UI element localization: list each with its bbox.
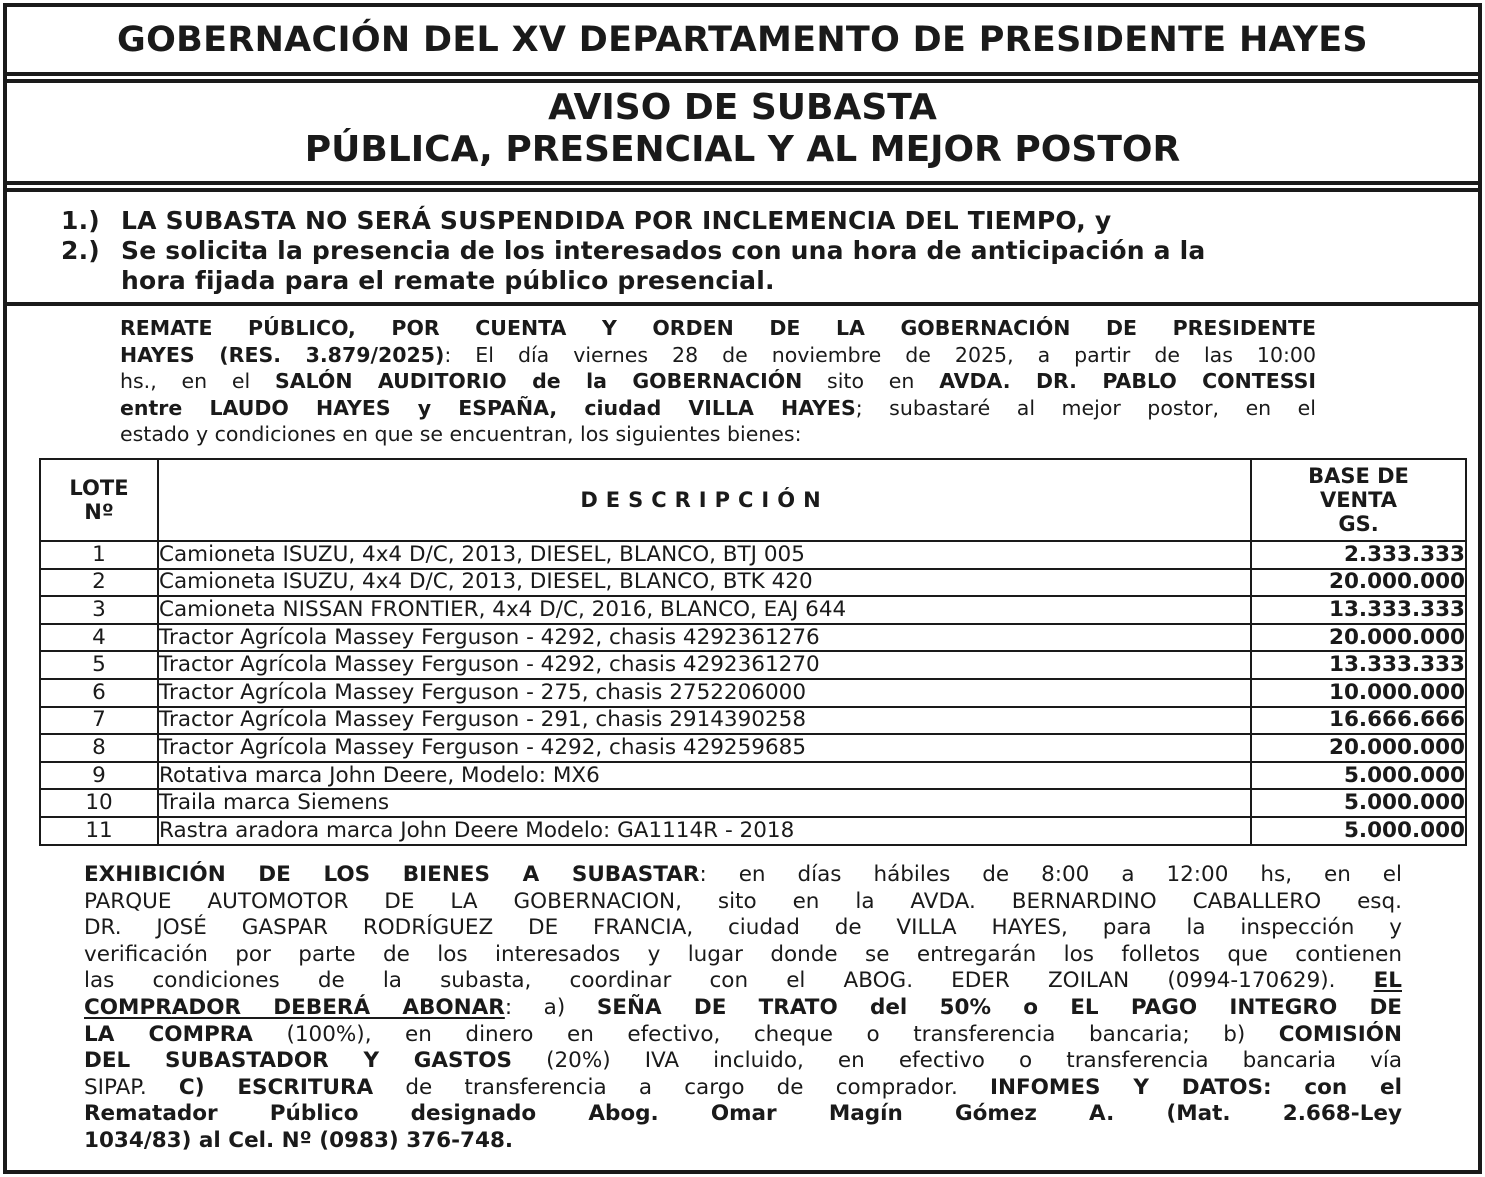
lot-description: Camioneta ISUZU, 4x4 D/C, 2013, DIESEL, BLANCO, BTJ 005 xyxy=(158,541,1251,569)
lot-description: Tractor Agrícola Massey Ferguson - 275, chasis 2752206000 xyxy=(158,679,1251,707)
note-1 xyxy=(61,206,1111,235)
lot-description: Traila marca Siemens xyxy=(158,789,1251,817)
lot-base-price: 5.000.000 xyxy=(1251,817,1466,845)
lot-base-price: 5.000.000 xyxy=(1251,762,1466,790)
lot-number: 1 xyxy=(40,541,158,569)
lot-description: Camioneta NISSAN FRONTIER, 4x4 D/C, 2016, BLANCO, EAJ 644 xyxy=(158,596,1251,624)
table-row xyxy=(40,541,1466,569)
table-row xyxy=(40,734,1466,762)
lot-description: Tractor Agrícola Massey Ferguson - 4292, chasis 4292361276 xyxy=(158,624,1251,652)
lot-number: 4 xyxy=(40,624,158,652)
notice-title-box xyxy=(3,79,1482,185)
table-row xyxy=(40,707,1466,735)
lot-number: 8 xyxy=(40,734,158,762)
notes-box xyxy=(3,188,1482,306)
lot-base-price: 2.333.333 xyxy=(1251,541,1466,569)
lot-number: 11 xyxy=(40,817,158,845)
lot-base-price: 20.000.000 xyxy=(1251,624,1466,652)
lot-base-price: 13.333.333 xyxy=(1251,651,1466,679)
header-description: DESCRIPCIÓN xyxy=(158,459,1251,541)
government-header-box xyxy=(3,3,1482,76)
notice-title-line2: PÚBLICA, PRESENCIAL Y AL MEJOR POSTOR xyxy=(304,129,1181,170)
footer-line: verificación por parte de los interesados y lugar donde se entregarán los folletos que contienen xyxy=(84,941,1402,967)
table-row xyxy=(40,569,1466,597)
table-header-row xyxy=(40,459,1466,541)
table-row xyxy=(40,789,1466,817)
table-row xyxy=(40,651,1466,679)
footer-line: LA COMPRA (100%), en dinero en efectivo, cheque o transferencia bancaria; b) COMISIÓN xyxy=(84,1021,1402,1047)
lot-base-price: 16.666.666 xyxy=(1251,707,1466,735)
notice-title-line1: AVISO DE SUBASTA xyxy=(548,87,937,128)
lot-base-price: 20.000.000 xyxy=(1251,734,1466,762)
intro-line: hs., en el SALÓN AUDITORIO de la GOBERNACIÓN sito en AVDA. DR. PABLO CONTESSI xyxy=(120,369,1316,393)
table-row xyxy=(40,624,1466,652)
lot-number: 2 xyxy=(40,569,158,597)
footer-line: EXHIBICIÓN DE LOS BIENES A SUBASTAR: en días hábiles de 8:00 a 12:00 hs, en el xyxy=(84,862,1402,887)
lot-number: 3 xyxy=(40,596,158,624)
lot-description: Tractor Agrícola Massey Ferguson - 4292, chasis 429259685 xyxy=(158,734,1251,762)
lot-base-price: 20.000.000 xyxy=(1251,569,1466,597)
header-base-price: BASE DE VENTA GS. xyxy=(1251,459,1466,541)
note-text: Se solicita la presencia de los interesados con una hora de anticipación a la xyxy=(121,236,1206,265)
footer-line: COMPRADOR DEBERÁ ABONAR: a) SEÑA DE TRATO del 50% o EL PAGO INTEGRO DE xyxy=(84,994,1402,1020)
government-title: GOBERNACIÓN DEL XV DEPARTAMENTO DE PRESIDENTE HAYES xyxy=(117,19,1368,60)
intro-line: HAYES (RES. 3.879/2025): El día viernes 28 de noviembre de 2025, a partir de las 10:00 xyxy=(120,342,1316,367)
lot-base-price: 5.000.000 xyxy=(1251,789,1466,817)
footer-line: las condiciones de la subasta, coordinar con el ABOG. EDER ZOILAN (0994-170629). EL xyxy=(84,968,1402,994)
note-2 xyxy=(61,236,1205,265)
footer-line: DR. JOSÉ GASPAR RODRÍGUEZ DE FRANCIA, ciudad de VILLA HAYES, para la inspección y xyxy=(84,915,1402,941)
lot-base-price: 13.333.333 xyxy=(1251,596,1466,624)
lot-description: Tractor Agrícola Massey Ferguson - 291, chasis 2914390258 xyxy=(158,707,1251,735)
lot-description: Tractor Agrícola Massey Ferguson - 4292, chasis 4292361270 xyxy=(158,651,1251,679)
footer-line: Rematador Público designado Abog. Omar Magín Gómez A. (Mat. 2.668-Ley xyxy=(84,1101,1402,1127)
intro-line: entre LAUDO HAYES y ESPAÑA, ciudad VILLA HAYES; subastaré al mejor postor, en el xyxy=(120,395,1316,420)
note-number: 1.) xyxy=(61,206,100,235)
lot-description: Rastra aradora marca John Deere Modelo: GA1114R - 2018 xyxy=(158,817,1251,845)
intro-line: REMATE PÚBLICO, POR CUENTA Y ORDEN DE LA GOBERNACIÓN DE PRESIDENTE xyxy=(120,316,1316,340)
lot-number: 6 xyxy=(40,679,158,707)
lot-number: 5 xyxy=(40,651,158,679)
footer-line: 1034/83) al Cel. Nº (0983) 376-748. xyxy=(84,1127,514,1153)
note-number: 2.) xyxy=(61,236,100,265)
table-row xyxy=(40,596,1466,624)
lot-number: 9 xyxy=(40,762,158,790)
lot-number: 10 xyxy=(40,789,158,817)
table-row xyxy=(40,817,1466,845)
footer-line: PARQUE AUTOMOTOR DE LA GOBERNACION, sito en la AVDA. BERNARDINO CABALLERO esq. xyxy=(84,888,1402,914)
table-row xyxy=(40,762,1466,790)
lot-base-price: 10.000.000 xyxy=(1251,679,1466,707)
lot-number: 7 xyxy=(40,707,158,735)
auction-intro-paragraph xyxy=(120,315,1316,448)
note-2-continuation: hora fijada para el remate público presencial. xyxy=(121,266,775,295)
note-text: LA SUBASTA NO SERÁ SUSPENDIDA POR INCLEMENCIA DEL TIEMPO, y xyxy=(121,206,1112,235)
table-row xyxy=(40,679,1466,707)
footer-line: DEL SUBASTADOR Y GASTOS (20%) IVA incluido, en efectivo o transferencia bancaria vía xyxy=(84,1048,1403,1074)
lot-description: Rotativa marca John Deere, Modelo: MX6 xyxy=(158,762,1251,790)
lot-description: Camioneta ISUZU, 4x4 D/C, 2013, DIESEL, BLANCO, BTK 420 xyxy=(158,569,1251,597)
intro-line: estado y condiciones en que se encuentran, los siguientes bienes: xyxy=(120,422,802,446)
lots-table xyxy=(39,458,1467,846)
header-lote: LOTE Nº xyxy=(40,459,158,541)
footer-line: SIPAP. C) ESCRITURA de transferencia a cargo de comprador. INFOMES Y DATOS: con el xyxy=(84,1074,1402,1100)
exhibition-terms-paragraph xyxy=(84,862,1402,1155)
